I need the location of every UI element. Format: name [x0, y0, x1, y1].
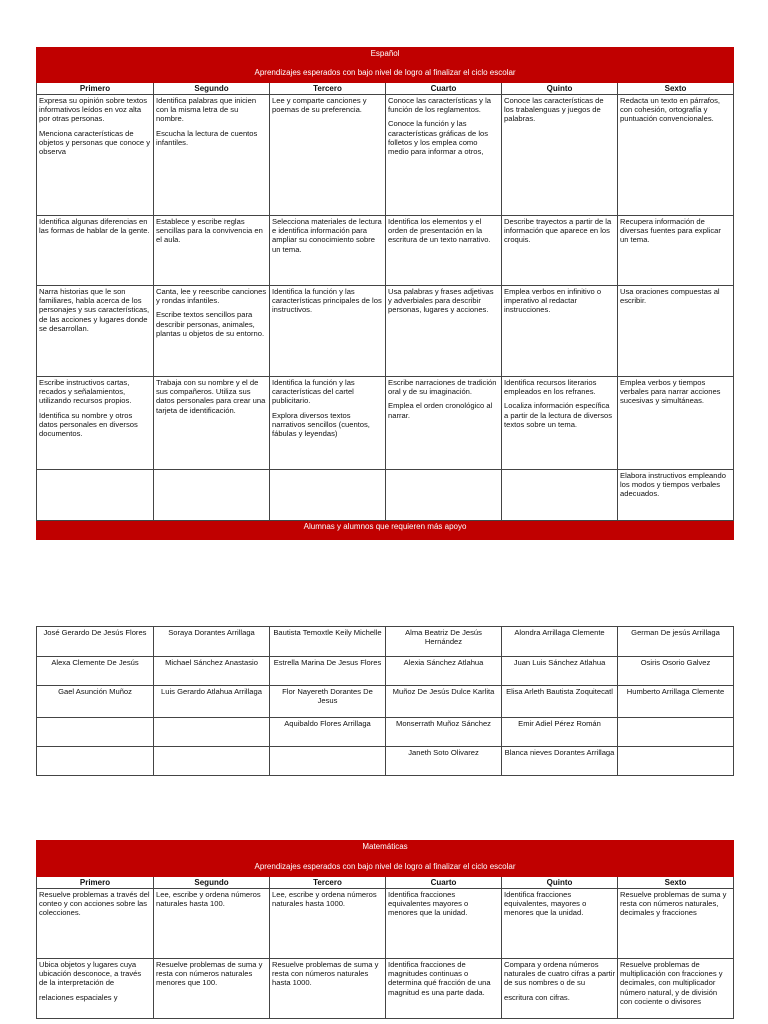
student-name: Muñoz De Jesús Dulce Karlita	[386, 686, 502, 718]
student-name: Alexia Sánchez Atlahua	[386, 657, 502, 686]
grade-header-sexto: Sexto	[618, 877, 734, 889]
cell-text: Resuelve problemas a través del conteo y con acciones sobre las colecciones.	[39, 890, 150, 918]
table-row	[37, 216, 734, 286]
table-cell	[270, 959, 386, 1019]
cell-text: Conoce las características y la función de los reglamentos.	[388, 96, 491, 115]
matematicas-table	[36, 840, 734, 1019]
espanol-table	[36, 47, 734, 540]
grade-header-tercero: Tercero	[270, 83, 386, 95]
table-cell	[37, 959, 154, 1019]
grade-header-quinto: Quinto	[502, 83, 618, 95]
cell-text: Identifica palabras que inicien con la misma letra de su nombre.	[156, 96, 257, 124]
cell-text: Redacta un texto en párrafos, con cohesión, ortografía y puntuación convencionales.	[620, 96, 721, 124]
table-cell	[386, 470, 502, 521]
table-cell	[270, 470, 386, 521]
table-cell	[618, 889, 734, 959]
table-cell	[154, 216, 270, 286]
table-cell	[37, 889, 154, 959]
table-cell	[386, 889, 502, 959]
student-name	[618, 718, 734, 747]
table-cell	[618, 216, 734, 286]
student-name	[270, 747, 386, 776]
espanol-footer: Alumnas y alumnos que requieren más apoyo	[37, 521, 734, 540]
student-name: Alondra Arrillaga Clemente	[502, 627, 618, 657]
table-cell	[618, 470, 734, 521]
cell-text: Elabora instructivos empleando los modos y tiempos verbales adecuados.	[620, 471, 726, 499]
grade-header-segundo: Segundo	[154, 83, 270, 95]
table-cell	[37, 95, 154, 216]
student-name: Blanca nieves Dorantes Arrillaga	[502, 747, 618, 776]
student-name	[37, 747, 154, 776]
cell-text: Identifica su nombre y otros datos personales en diversos documentos.	[39, 410, 138, 439]
student-name: Osiris Osorio Galvez	[618, 657, 734, 686]
student-name: Aquibaldo Flores Arrillaga	[270, 718, 386, 747]
cell-text: Lee, escribe y ordena números naturales hasta 100.	[156, 890, 261, 909]
espanol-subtitle: Aprendizajes esperados con bajo nivel de logro al finalizar el ciclo escolar	[37, 62, 734, 83]
table-row	[37, 889, 734, 959]
students-table	[36, 626, 734, 776]
student-name: Janeth Soto Olivarez	[386, 747, 502, 776]
student-name: Alexa Clemente De Jesús	[37, 657, 154, 686]
matematicas-section	[36, 840, 733, 1019]
cell-text: Emplea el orden cronológico al narrar.	[388, 401, 493, 420]
cell-text: relaciones espaciales y	[39, 992, 118, 1002]
student-name: Alma Beatriz De Jesús Hernández	[386, 627, 502, 657]
table-cell	[618, 95, 734, 216]
cell-text: Selecciona materiales de lectura e identifica información para ampliar su conocimiento sobre un tema.	[272, 217, 382, 254]
table-cell	[502, 216, 618, 286]
matematicas-subject-title: Matemáticas	[37, 841, 734, 856]
table-cell	[154, 377, 270, 470]
cell-text: Identifica la función y las características del cartel publicitario.	[272, 378, 355, 406]
cell-text: Identifica la función y las características principales de los instructivos.	[272, 287, 382, 315]
student-name: Elisa Arleth Bautista Zoquitecatl	[502, 686, 618, 718]
table-cell	[37, 286, 154, 377]
table-cell	[502, 889, 618, 959]
table-cell	[270, 889, 386, 959]
cell-text: Resuelve problemas de suma y resta con números naturales hasta 1000.	[272, 960, 379, 988]
table-cell	[502, 286, 618, 377]
student-name: Soraya Dorantes Arrillaga	[154, 627, 270, 657]
student-row	[37, 657, 734, 686]
cell-text: Escribe narraciones de tradición oral y de su imaginación.	[388, 378, 497, 397]
cell-text: Escribe instructivos cartas, recados y señalamientos, utilizando recursos propios.	[39, 378, 132, 406]
cell-text: Conoce la función y las características gráficas de los folletos y los emplea como medio para informar a otros,	[388, 119, 489, 157]
students-section	[36, 626, 733, 776]
table-cell	[386, 216, 502, 286]
table-cell	[502, 95, 618, 216]
table-cell	[270, 216, 386, 286]
cell-text: Conoce las características de los trabalenguas y juegos de palabras.	[504, 96, 604, 124]
table-cell	[270, 286, 386, 377]
student-name: Bautista Temoxtle Keily Michelle	[270, 627, 386, 657]
student-name: Emir Adiel Pérez Román	[502, 718, 618, 747]
cell-text: Narra historias que le son familiares, habla acerca de los personajes y sus características, de las acciones y lugares donde se desarrollan.	[39, 287, 150, 333]
grade-header-primero: Primero	[37, 877, 154, 889]
student-name: Flor Nayereth Dorantes De Jesus	[270, 686, 386, 718]
matematicas-subtitle: Aprendizajes esperados con bajo nivel de logro al finalizar el ciclo escolar	[37, 856, 734, 877]
grade-header-quinto: Quinto	[502, 877, 618, 889]
table-cell	[618, 959, 734, 1019]
grade-header-cuarto: Cuarto	[386, 877, 502, 889]
cell-text: Lee y comparte canciones y poemas de su preferencia.	[272, 96, 367, 115]
table-cell	[502, 377, 618, 470]
cell-text: Identifica fracciones equivalentes mayores o menores que la unidad.	[388, 890, 469, 918]
student-name: José Gerardo De Jesús Flores	[37, 627, 154, 657]
student-name: Gael Asunción Muñoz	[37, 686, 154, 718]
table-row	[37, 470, 734, 521]
espanol-subject-title: Español	[37, 48, 734, 62]
table-cell	[37, 216, 154, 286]
cell-text: Explora diversos textos narrativos sencillos (cuentos, fábulas y leyendas)	[272, 410, 370, 439]
grade-header-tercero: Tercero	[270, 877, 386, 889]
table-cell	[618, 286, 734, 377]
cell-text: Canta, lee y reescribe canciones y rondas infantiles.	[156, 287, 267, 306]
cell-text: Expresa su opinión sobre textos informativos leídos en voz alta por otras personas.	[39, 96, 148, 124]
cell-text: escritura con cifras.	[504, 992, 570, 1002]
grade-header-primero: Primero	[37, 83, 154, 95]
table-cell	[37, 470, 154, 521]
cell-text: Establece y escribe reglas sencillas para la convivencia en el aula.	[156, 217, 263, 245]
cell-text: Escucha la lectura de cuentos infantiles.	[156, 128, 258, 147]
student-name	[154, 718, 270, 747]
cell-text: Describe trayectos a partir de la información que aparece en los croquis.	[504, 217, 612, 245]
student-name: Luis Gerardo Atlahua Arrillaga	[154, 686, 270, 718]
student-row	[37, 747, 734, 776]
cell-text: Emplea verbos y tiempos verbales para narrar acciones sucesivas y simultáneas.	[620, 378, 721, 406]
table-cell	[386, 377, 502, 470]
cell-text: Escribe textos sencillos para describir personas, animales, plantas u objetos de su entorno.	[156, 310, 265, 338]
table-row	[37, 959, 734, 1019]
table-cell	[154, 95, 270, 216]
table-cell	[154, 959, 270, 1019]
student-name: Estrella Marina De Jesus Flores	[270, 657, 386, 686]
cell-text: Identifica fracciones equivalentes, mayores o menores que la unidad.	[504, 890, 587, 918]
student-name: Juan Luis Sánchez Atlahua	[502, 657, 618, 686]
table-cell	[386, 95, 502, 216]
cell-text: Identifica recursos literarios empleados en los refranes.	[504, 378, 597, 397]
table-cell	[154, 889, 270, 959]
table-cell	[386, 959, 502, 1019]
cell-text: Resuelve problemas de suma y resta con números naturales menores que 100.	[156, 960, 263, 988]
student-row	[37, 718, 734, 747]
table-row	[37, 95, 734, 216]
student-name	[618, 747, 734, 776]
student-name: German De jesús Arrillaga	[618, 627, 734, 657]
table-cell	[154, 470, 270, 521]
table-cell	[270, 377, 386, 470]
table-cell	[37, 377, 154, 470]
espanol-section	[36, 47, 733, 540]
cell-text: Usa oraciones compuestas al escribir.	[620, 287, 720, 306]
student-row	[37, 627, 734, 657]
cell-text: Trabaja con su nombre y el de sus compañeros. Utiliza sus datos personales para crear una tarjeta de identificación.	[156, 378, 266, 415]
cell-text: Identifica los elementos y el orden de presentación en la escritura de un texto narrativo.	[388, 217, 491, 245]
table-cell	[386, 286, 502, 377]
cell-text: Recupera información de diversas fuentes para explicar un tema.	[620, 217, 721, 245]
grade-header-cuarto: Cuarto	[386, 83, 502, 95]
table-row	[37, 377, 734, 470]
grade-header-sexto: Sexto	[618, 83, 734, 95]
student-name: Michael Sánchez Anastasio	[154, 657, 270, 686]
table-row	[37, 286, 734, 377]
table-cell	[502, 470, 618, 521]
cell-text: Lee, escribe y ordena números naturales hasta 1000.	[272, 890, 377, 909]
cell-text: Compara y ordena números naturales de cuatro cifras a partir de sus nombres o de su	[504, 960, 616, 988]
student-name	[154, 747, 270, 776]
table-cell	[502, 959, 618, 1019]
cell-text: Identifica algunas diferencias en las formas de hablar de la gente.	[39, 217, 150, 236]
cell-text: Localiza información específica a partir de la lectura de diversos textos sobre un tema.	[504, 401, 613, 429]
matematicas-grade-header	[37, 877, 734, 889]
grade-header-segundo: Segundo	[154, 877, 270, 889]
cell-text: Ubica objetos y lugares cuya ubicación desconoce, a través de la interpretación de	[39, 960, 142, 988]
cell-text: Usa palabras y frases adjetivas y adverbiales para describir personas, lugares y acciones.	[388, 287, 494, 315]
table-cell	[270, 95, 386, 216]
cell-text: Emplea verbos en infinitivo o imperativo al redactar instrucciones.	[504, 287, 602, 315]
cell-text: Menciona características de objetos y personas que conoce y observa	[39, 128, 151, 157]
table-cell	[618, 377, 734, 470]
student-name: Monserrath Muñoz Sánchez	[386, 718, 502, 747]
cell-text: Identifica fracciones de magnitudes continuas o determina qué fracción de una magnitud es una parte dada.	[388, 960, 491, 997]
cell-text: Resuelve problemas de suma y resta con números naturales, decimales y fracciones	[620, 890, 727, 918]
student-name	[37, 718, 154, 747]
student-name: Humberto Arrillaga Clemente	[618, 686, 734, 718]
student-row	[37, 686, 734, 718]
table-cell	[154, 286, 270, 377]
cell-text: Resuelve problemas de multiplicación con fracciones y decimales, con multiplicador número natural, y de división con cociente o divisores	[620, 960, 723, 1006]
espanol-grade-header	[37, 83, 734, 95]
